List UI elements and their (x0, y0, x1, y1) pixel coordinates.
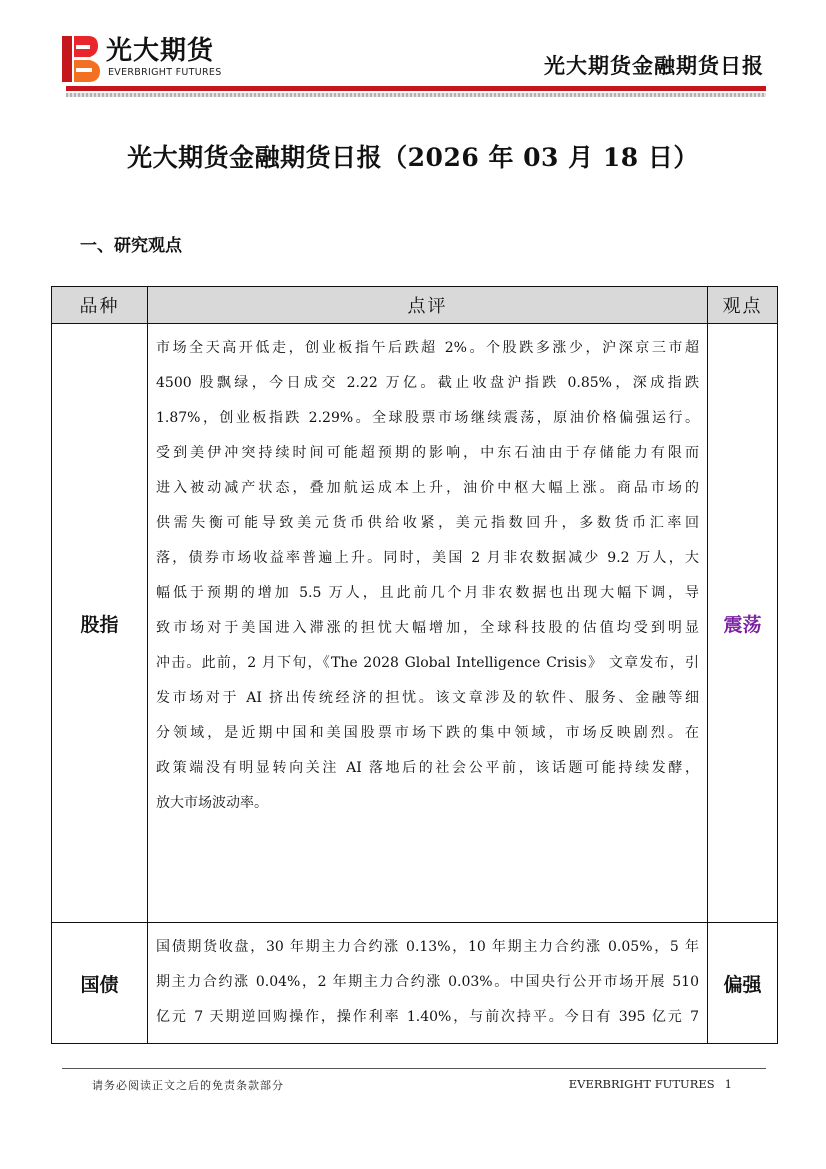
comment-line: 国债期货收盘，30 年期主力合约涨 0.13%，10 年期主力合约涨 0.05%，5 年 (156, 939, 699, 955)
comment-line: 期主力合约涨 0.04%，2 年期主力合约涨 0.03%。中国央行公开市场开展 510 (156, 974, 699, 990)
document-title: 光大期货金融期货日报（2026 年 03 月 18 日） (127, 143, 699, 172)
view-treasury: 偏强 (708, 923, 778, 1044)
comment-line: 4500 股飘绿，今日成交 2.22 万亿。截止收盘沪指跌 0.85%，深成指跌 (156, 375, 699, 391)
comment-line: 政策端没有明显转向关注 AI 落地后的社会公平前，该话题可能持续发酵， (156, 760, 699, 776)
logo-english-text: EVERBRIGHT FUTURES (108, 67, 222, 78)
section-title: 一、研究观点 (80, 236, 182, 256)
comment-line: 受到美伊冲突持续时间可能超预期的影响，中东石油由于存储能力有限而 (156, 445, 699, 461)
table-row-treasury (52, 923, 778, 1044)
comment-line: 市场全天高开低走，创业板指午后跌超 2%。个股跌多涨少，沪深京三市超 (156, 340, 699, 356)
comment-line: 冲击。此前，2 月下旬，《The 2028 Global Intelligence Crisis》 文章发布，引 (156, 655, 699, 671)
everbright-logo-icon (62, 36, 100, 82)
header-title: 光大期货金融期货日报 (544, 53, 764, 78)
variety-stock-index: 股指 (52, 324, 148, 923)
footer-brand: EVERBRIGHT FUTURES (568, 1077, 715, 1091)
comment-stock-index (148, 324, 708, 923)
comment-line: 亿元 7 天期逆回购操作，操作利率 1.40%，与前次持平。今日有 395 亿元 7 (156, 1009, 699, 1025)
header-variety: 品种 (52, 287, 148, 324)
comment-line: 进入被动减产状态，叠加航运成本上升，油价中枢大幅上涨。商品市场的 (156, 480, 699, 496)
table-row-stock-index (52, 324, 778, 923)
header-comment: 点评 (148, 287, 708, 324)
comment-treasury (148, 923, 708, 1044)
header-red-rule (66, 86, 766, 91)
logo-chinese-text: 光大期货 (106, 36, 215, 66)
comment-line: 放大市场波动率。 (156, 795, 268, 811)
comment-line: 供需失衡可能导致美元货币供给收紧，美元指数回升，多数货币汇率回 (156, 515, 699, 531)
header-grey-rule (66, 93, 766, 97)
page-header (0, 0, 826, 110)
comment-line: 发市场对于 AI 挤出传统经济的担忧。该文章涉及的软件、服务、金融等细 (156, 690, 699, 706)
page-number: 1 (724, 1077, 732, 1091)
comment-line: 致市场对于美国进入滞涨的担忧大幅增加，全球科技股的估值均受到明显 (156, 620, 699, 636)
comment-line: 幅低于预期的增加 5.5 万人，且此前几个月非农数据也出现大幅下调，导 (156, 585, 699, 601)
comment-line: 1.87%，创业板指跌 2.29%。全球股票市场继续震荡，原油价格偏强运行。 (156, 410, 699, 426)
footer-disclaimer: 请务必阅读正文之后的免责条款部分 (92, 1079, 284, 1092)
footer-brand-page (559, 1077, 732, 1091)
table-header-row (52, 287, 778, 324)
variety-treasury: 国债 (52, 923, 148, 1044)
logo (62, 36, 252, 82)
header-view: 观点 (708, 287, 778, 324)
comment-line: 分领域，是近期中国和美国股票市场下跌的集中领域，市场反映剧烈。在 (156, 725, 699, 741)
footer-rule (62, 1068, 766, 1069)
view-stock-index: 震荡 (708, 324, 778, 923)
comment-line: 落，债券市场收益率普遍上升。同时，美国 2 月非农数据减少 9.2 万人，大 (156, 550, 699, 566)
research-view-table (51, 286, 778, 1044)
